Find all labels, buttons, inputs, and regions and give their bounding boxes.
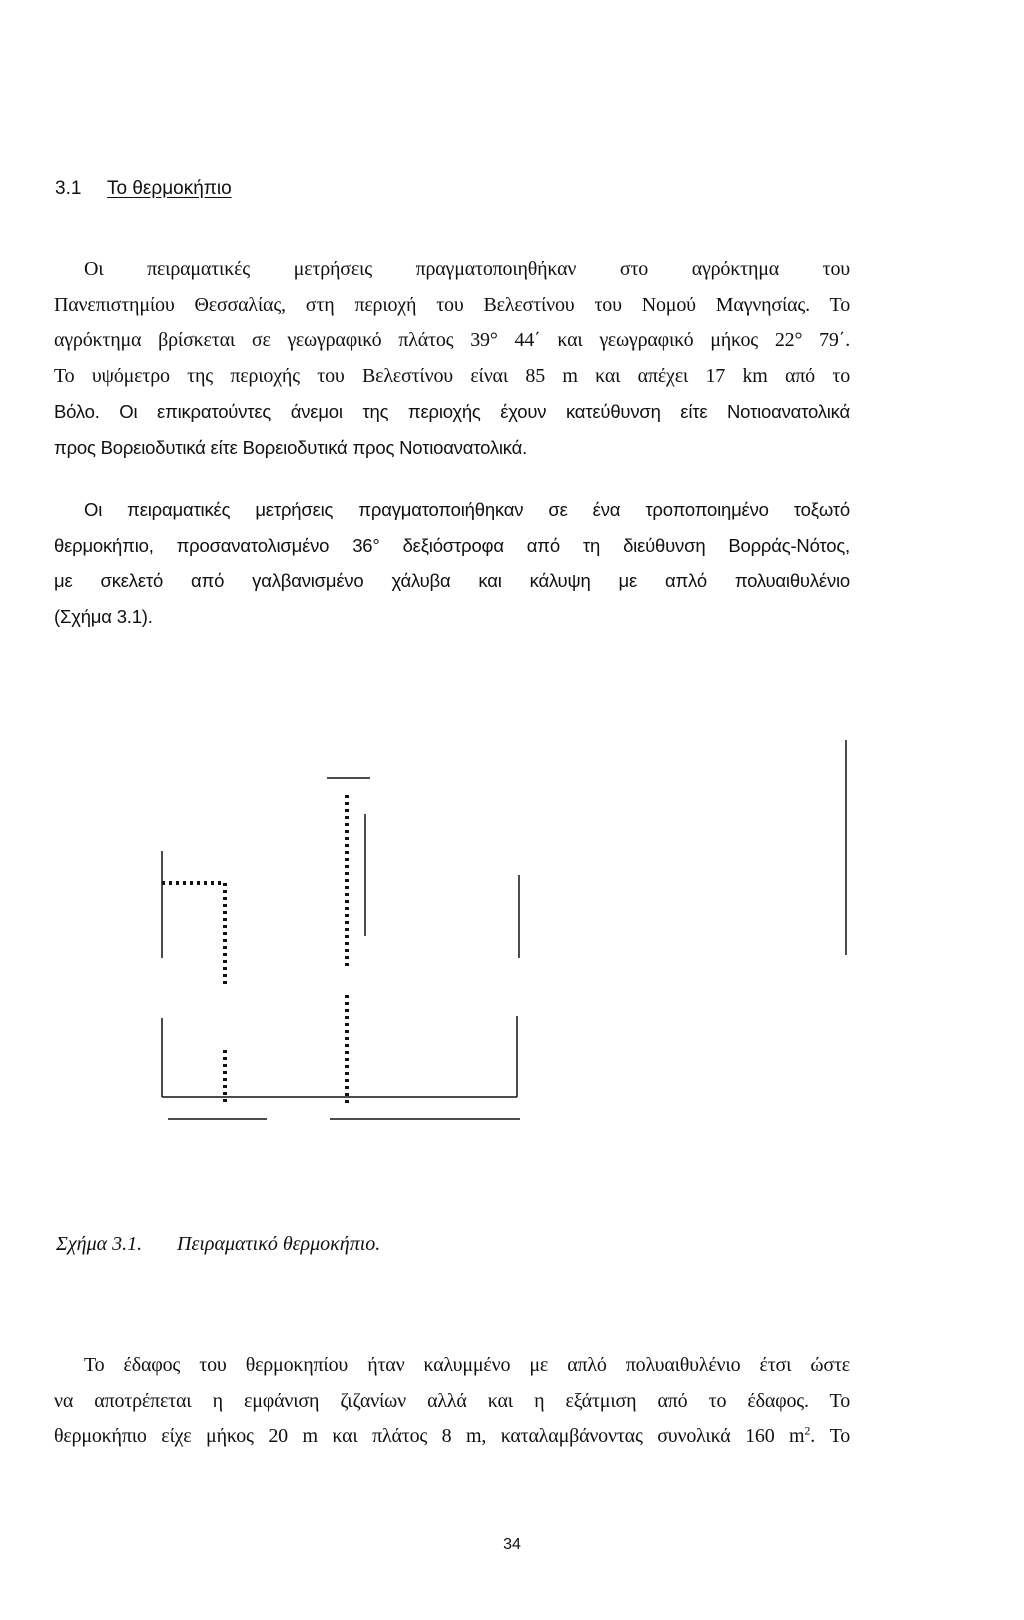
page-number: 34 [503, 1536, 521, 1553]
text-line: Βόλο. Οι επικρατούντες άνεμοι της περιοχής έχουν κατεύθυνση είτε Νοτιοανατολικά [54, 401, 850, 422]
text-line: (Σχήμα 3.1). [54, 605, 153, 627]
paragraph-location [54, 252, 850, 465]
text-line: να αποτρέπεται η εμφάνιση ζιζανίων αλλά και η εξάτμιση από το έδαφος. Το [54, 1389, 850, 1412]
text-line: αγρόκτημα βρίσκεται σε γεωγραφικό πλάτος 39° 44΄ και γεωγραφικό μήκος 22° 79΄. [54, 329, 850, 351]
text-segment: . Το [810, 1425, 851, 1447]
text-line: Πανεπιστημίου Θεσσαλίας, στη περιοχή του Βελεστίνου του Νομού Μαγνησίας. Το [54, 293, 850, 316]
section-title: Το θερμοκήπιο [107, 178, 232, 199]
text-line: Το έδαφος του θερμοκηπίου ήταν καλυμμένο με απλό πολυαιθυλένιο έτσι ώστε [84, 1354, 850, 1376]
text-line [54, 1419, 850, 1455]
figure-caption [56, 1233, 380, 1256]
text-line: προς Βορειοδυτικά είτε Βορειοδυτικά προς Νοτιοανατολικά. [54, 436, 528, 458]
text-line: Το υψόμετρο της περιοχής του Βελεστίνου είναι 85 m και απέχει 17 km από το [54, 364, 850, 387]
text-line: Οι πειραματικές μετρήσεις πραγματοποιηθήκαν στο αγρόκτημα του [84, 258, 850, 280]
section-heading [55, 178, 232, 200]
caption-label: Σχήμα 3.1. [56, 1233, 143, 1255]
text-segment: θερμοκήπιο είχε μήκος 20 m και πλάτος 8 m, καταλαμβάνοντας συνολικά 160 m [54, 1425, 805, 1447]
section-number: 3.1 [55, 178, 82, 199]
text-line: με σκελετό από γαλβανισμένο χάλυβα και κάλυψη με απλό πολυαιθυλένιο [54, 570, 850, 591]
paragraph-floor [54, 1348, 850, 1455]
text-line: θερμοκήπιο, προσανατολισμένο 36° δεξιόστροφα από τη διεύθυνση Βορράς-Νότος, [54, 534, 850, 556]
text-line: Οι πειραματικές μετρήσεις πραγματοποιήθηκαν σε ένα τροποποιημένο τοξωτό [84, 499, 850, 520]
paragraph-greenhouse [54, 492, 850, 634]
superscript: 2 [804, 1423, 811, 1438]
greenhouse-figure [150, 740, 850, 1140]
caption-text: Πειραματικό θερμοκήπιο. [177, 1233, 381, 1255]
